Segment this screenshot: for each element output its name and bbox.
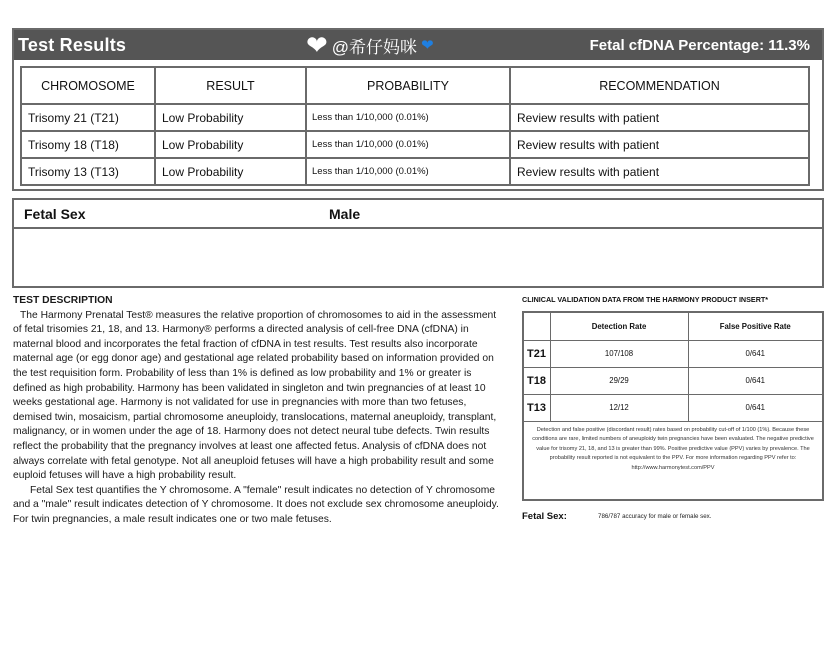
column-header-blank <box>524 313 550 340</box>
test-results-panel <box>12 28 824 191</box>
table-row <box>524 367 822 394</box>
chromosome-cell: Trisomy 13 (T13) <box>21 158 155 185</box>
false-positive-cell: 0/641 <box>688 394 822 421</box>
clinical-validation-title: CLINICAL VALIDATION DATA FROM THE HARMONY PRODUCT INSERT* <box>522 295 769 304</box>
fetal-cfdna-percentage: Fetal cfDNA Percentage: 11.3% <box>589 36 810 54</box>
clinical-fetal-sex-accuracy: 786/787 accuracy for male or female sex. <box>598 513 712 520</box>
probability-cell: Less than 1/10,000 (0.01%) <box>306 104 510 131</box>
recommendation-cell: Review results with patient <box>510 131 809 158</box>
result-cell: Low Probability <box>155 158 306 185</box>
table-row <box>21 158 809 185</box>
watermark <box>306 32 434 58</box>
test-description-heading: TEST DESCRIPTION <box>13 295 113 306</box>
fetal-sex-panel <box>12 198 824 288</box>
detection-rate-cell: 12/12 <box>550 394 688 421</box>
clinical-validation-note: Detection and false positive (discordant result) rates based on probability cut-off of 1/100 (1%). Because these conditions are rare, limited numbers of aneuploidy twin pregnancies have been evaluated. The negative predictive value for trisomy 21, 18, and 13 is greater than 99%. Positive predictive value (PPV) varies by prevalence. The probability result reported is not equivalent to the PPV. For more information regarding PPV refer to: http://www.harmonytest.com/PPV <box>532 426 814 471</box>
clinical-validation-section <box>522 294 824 522</box>
false-positive-cell: 0/641 <box>688 367 822 394</box>
clinical-validation-box <box>522 311 824 501</box>
results-table-header-row <box>21 67 809 104</box>
recommendation-cell: Review results with patient <box>510 104 809 131</box>
result-cell: Low Probability <box>155 131 306 158</box>
fetal-sex-row <box>14 200 822 229</box>
probability-cell: Less than 1/10,000 (0.01%) <box>306 158 510 185</box>
fetal-sex-value: Male <box>329 205 361 222</box>
column-header-result: RESULT <box>155 67 306 104</box>
test-description <box>13 294 505 528</box>
column-header-probability: PROBABILITY <box>306 67 510 104</box>
trisomy-label: T18 <box>524 367 550 394</box>
clinical-fetal-sex-row <box>522 511 712 522</box>
trisomy-label: T13 <box>524 394 550 421</box>
table-row <box>524 340 822 367</box>
validation-header-row <box>524 313 822 340</box>
table-row <box>21 131 809 158</box>
column-header-detection-rate: Detection Rate <box>550 313 688 340</box>
false-positive-cell: 0/641 <box>688 340 822 367</box>
detection-rate-cell: 107/108 <box>550 340 688 367</box>
recommendation-cell: Review results with patient <box>510 158 809 185</box>
clinical-validation-table <box>524 313 822 422</box>
column-header-chromosome: CHROMOSOME <box>21 67 155 104</box>
fetal-sex-description-paragraph: Fetal Sex test quantifies the Y chromosome. A "female" result indicates no detection of Y chromosome and a "male" result indicates detection of Y chromosome. It does not exclude sex chromosome aneuploidy. For twin pregnancies, a male result indicates one or two male fetuses. <box>13 484 499 525</box>
fetal-sex-label: Fetal Sex <box>24 205 86 222</box>
column-header-false-positive-rate: False Positive Rate <box>688 313 822 340</box>
heart-icon: ❤ <box>306 30 328 60</box>
trisomy-label: T21 <box>524 340 550 367</box>
table-row <box>21 104 809 131</box>
watermark-text: @希仔妈咪 <box>331 37 418 57</box>
blue-heart-icon: ❤ <box>421 37 434 54</box>
results-table <box>20 66 810 186</box>
test-description-paragraph: The Harmony Prenatal Test® measures the relative proportion of chromosomes to aid in the assessment of fetal trisomies 21, 18, and 13. Harmony® performs a directed analysis of cell-free DNA (cfDNA) in maternal blood and incorporates the fetal fraction of cfDNA in test results. Test results also incorporate maternal age (or egg donor age) and gestational age related probability based on information provided on the test requisition form. Probability of less than 1% is defined as low probability and 1% or greater is defined as high probability. Harmony has been validated in singleton and twin pregnancies of at least 10 weeks gestational age. Harmony is not validated for use in pregnancies with more than two fetuses, demised twin, mosaicism, partial chromosome aneuploidy, translocations, maternal aneuploidy, transplant, malignancy, or in women under the age of 18. Harmony does not detect neural tube defects. Twin results reflect the probability that the pregnancy involves at least one affected fetus. Analysis of cfDNA does not always correlate with fetal genotype. Not all aneuploid fetuses will have a high probability result and some euploid fetuses will have a high probability result. <box>13 309 497 482</box>
result-cell: Low Probability <box>155 104 306 131</box>
chromosome-cell: Trisomy 21 (T21) <box>21 104 155 131</box>
clinical-fetal-sex-label: Fetal Sex: <box>522 511 567 522</box>
table-row <box>524 394 822 421</box>
detection-rate-cell: 29/29 <box>550 367 688 394</box>
column-header-recommendation: RECOMMENDATION <box>510 67 809 104</box>
probability-cell: Less than 1/10,000 (0.01%) <box>306 131 510 158</box>
page-title: Test Results <box>18 34 127 55</box>
chromosome-cell: Trisomy 18 (T18) <box>21 131 155 158</box>
